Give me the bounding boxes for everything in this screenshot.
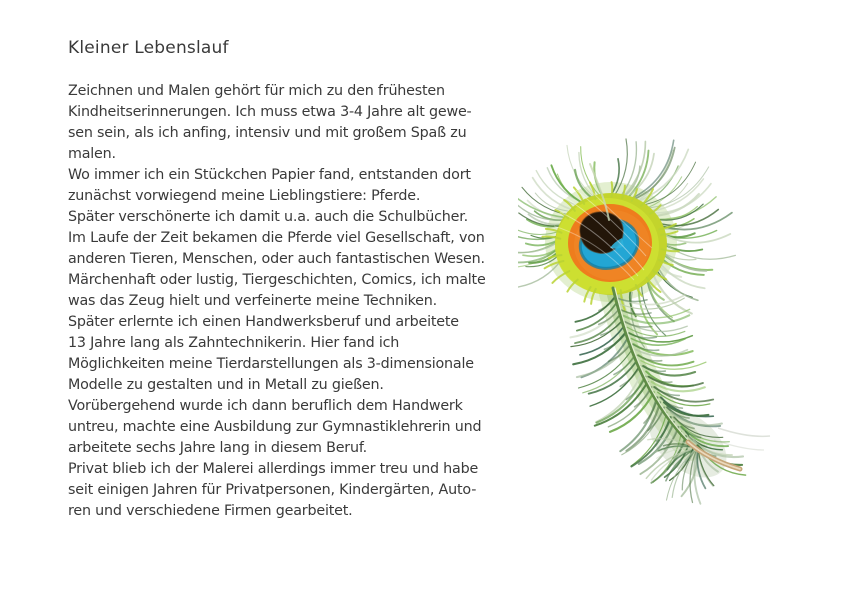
biography-paragraph <box>68 81 558 522</box>
text-line: Später verschönerte ich damit u.a. auch die Schulbücher. <box>68 209 468 225</box>
text-line: Märchenhaft oder lustig, Tiergeschichten, Comics, ich malte <box>68 272 486 288</box>
text-line: anderen Tieren, Menschen, oder auch fantastischen Wesen. <box>68 251 485 267</box>
text-line: Kindheitserinnerungen. Ich muss etwa 3-4 Jahre alt gewe- <box>68 104 472 120</box>
text-line: zunächst vorwiegend meine Lieblingstiere: Pferde. <box>68 188 421 204</box>
text-line: 13 Jahre lang als Zahntechnikerin. Hier fand ich <box>68 335 400 351</box>
text-line: arbeitete sechs Jahre lang in diesem Beruf. <box>68 440 367 456</box>
text-line: Privat blieb ich der Malerei allerdings immer treu und habe <box>68 461 479 477</box>
text-line: Möglichkeiten meine Tierdarstellungen als 3-dimensionale <box>68 356 474 372</box>
text-line: untreu, machte eine Ausbildung zur Gymnastiklehrerin und <box>68 419 482 435</box>
text-line: Wo immer ich ein Stückchen Papier fand, entstanden dort <box>68 167 471 183</box>
text-line: Im Laufe der Zeit bekamen die Pferde viel Gesellschaft, von <box>68 230 485 246</box>
text-line: seit einigen Jahren für Privatpersonen, Kindergärten, Auto- <box>68 482 477 498</box>
peacock-feather-illustration <box>518 128 828 528</box>
text-line: Zeichnen und Malen gehört für mich zu den frühesten <box>68 83 445 99</box>
text-line: Später erlernte ich einen Handwerksberuf und arbeitete <box>68 314 459 330</box>
text-line: ren und verschiedene Firmen gearbeitet. <box>68 503 353 519</box>
page-title: Kleiner Lebenslauf <box>68 38 229 58</box>
text-line: Modelle zu gestalten und in Metall zu gießen. <box>68 377 384 393</box>
text-line: malen. <box>68 146 116 162</box>
text-line: sen sein, als ich anfing, intensiv und mit großem Spaß zu <box>68 125 467 141</box>
text-line: was das Zeug hielt und verfeinerte meine Techniken. <box>68 293 437 309</box>
text-line: Vorübergehend wurde ich dann beruflich dem Handwerk <box>68 398 463 414</box>
